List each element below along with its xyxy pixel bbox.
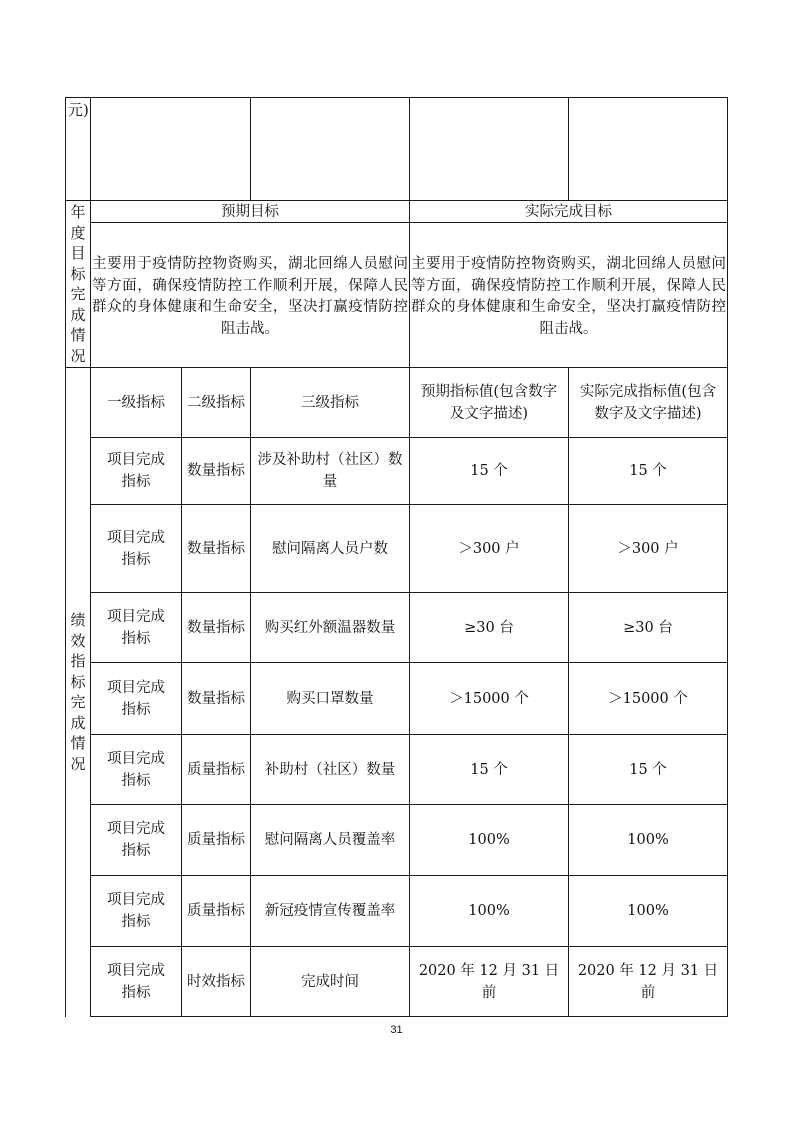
indicator-actual-cell: 100% xyxy=(627,832,669,848)
indicator-level2-cell: 质量指标 xyxy=(187,761,245,778)
indicator-level2-cell: 数量指标 xyxy=(187,540,245,557)
table-border xyxy=(409,97,410,200)
indicator-actual-cell: 2020 年 12 月 31 日前 xyxy=(577,962,719,1001)
table-border xyxy=(90,200,91,367)
actual-goal-header: 实际完成目标 xyxy=(525,203,612,220)
table-border xyxy=(250,97,251,200)
indicator-level3-cell: 慰问隔离人员户数 xyxy=(272,540,388,557)
performance-row-label: 绩 效 指 标 完 成 情 况 xyxy=(70,611,86,773)
indicator-level1-cell: 项目完成指标 xyxy=(107,821,165,859)
table-border xyxy=(568,97,569,200)
expected-goal-text: 主要用于疫情防控物资购买，湖北回绵人员慰问等方面，确保疫情防控工作顺利开展，保障人民群众的身体健康和生命安全，坚决打赢疫情防控阻击战。 xyxy=(92,256,408,337)
indicator-level2-cell: 数量指标 xyxy=(187,619,245,636)
indicator-level3-cell: 新冠疫情宣传覆盖率 xyxy=(264,903,396,919)
indicator-level3-cell: 购买红外额温器数量 xyxy=(264,619,396,636)
table-border xyxy=(409,200,410,367)
indicator-expected-cell: 15 个 xyxy=(470,761,508,778)
header-actual: 实际完成指标值(包含数字及文字描述) xyxy=(579,383,717,422)
indicator-expected-cell: ＞15000 个 xyxy=(449,690,529,707)
indicator-level2-cell: 质量指标 xyxy=(187,903,245,919)
indicator-level2-cell: 质量指标 xyxy=(187,832,245,848)
indicator-level3-cell: 完成时间 xyxy=(301,973,359,990)
indicator-level1-cell: 项目完成指标 xyxy=(107,962,165,1001)
table-border xyxy=(90,97,91,200)
indicator-actual-cell: 100% xyxy=(627,903,669,919)
indicator-level3-cell: 补助村（社区）数量 xyxy=(264,761,396,778)
indicator-level3-cell: 购买口罩数量 xyxy=(286,690,374,707)
indicator-expected-cell: 2020 年 12 月 31 日前 xyxy=(418,962,560,1001)
table-border xyxy=(90,1016,728,1017)
table-border xyxy=(65,97,728,98)
indicator-level1-cell: 项目完成指标 xyxy=(107,452,165,490)
indicator-expected-cell: 100% xyxy=(468,903,510,919)
indicator-expected-cell: 100% xyxy=(468,832,510,848)
indicator-level2-cell: 数量指标 xyxy=(187,463,245,479)
indicator-expected-cell: ≥30 台 xyxy=(464,619,514,636)
header-level3: 三级指标 xyxy=(301,394,359,411)
indicator-expected-cell: ＞300 户 xyxy=(458,540,520,557)
indicator-level1-cell: 项目完成指标 xyxy=(107,892,165,930)
indicator-actual-cell: ＞300 户 xyxy=(617,540,679,557)
indicator-level1-cell: 项目完成指标 xyxy=(107,608,165,647)
header-level2: 二级指标 xyxy=(187,394,245,411)
indicator-level1-cell: 项目完成指标 xyxy=(107,679,165,718)
header-level1: 一级指标 xyxy=(107,394,165,411)
indicator-actual-cell: 15 个 xyxy=(629,463,667,479)
indicator-actual-cell: ＞15000 个 xyxy=(608,690,688,707)
page-number: 31 xyxy=(390,1024,403,1036)
indicator-actual-cell: ≥30 台 xyxy=(623,619,673,636)
table-border xyxy=(727,97,728,1017)
header-expected: 预期指标值(包含数字及文字描述) xyxy=(420,383,558,422)
indicator-level3-cell: 涉及补助村（社区）数量 xyxy=(257,452,403,490)
expected-goal-header: 预期目标 xyxy=(221,203,279,220)
indicator-level1-cell: 项目完成指标 xyxy=(107,750,165,789)
table-border xyxy=(90,222,728,223)
indicator-level2-cell: 时效指标 xyxy=(187,973,245,990)
continued-row-label: 元) xyxy=(68,101,89,119)
actual-goal-text: 主要用于疫情防控物资购买，湖北回绵人员慰问等方面，确保疫情防控工作顺利开展，保障人民群众的身体健康和生命安全，坚决打赢疫情防控阻击战。 xyxy=(411,256,726,337)
indicator-level3-cell: 慰问隔离人员覆盖率 xyxy=(264,832,396,848)
indicator-level2-cell: 数量指标 xyxy=(187,690,245,707)
indicator-actual-cell: 15 个 xyxy=(629,761,667,778)
indicator-expected-cell: 15 个 xyxy=(470,463,508,479)
annual-goals-row-label: 年 度 目 标 完 成 情 况 xyxy=(70,203,86,365)
indicator-level1-cell: 项目完成指标 xyxy=(107,529,165,568)
